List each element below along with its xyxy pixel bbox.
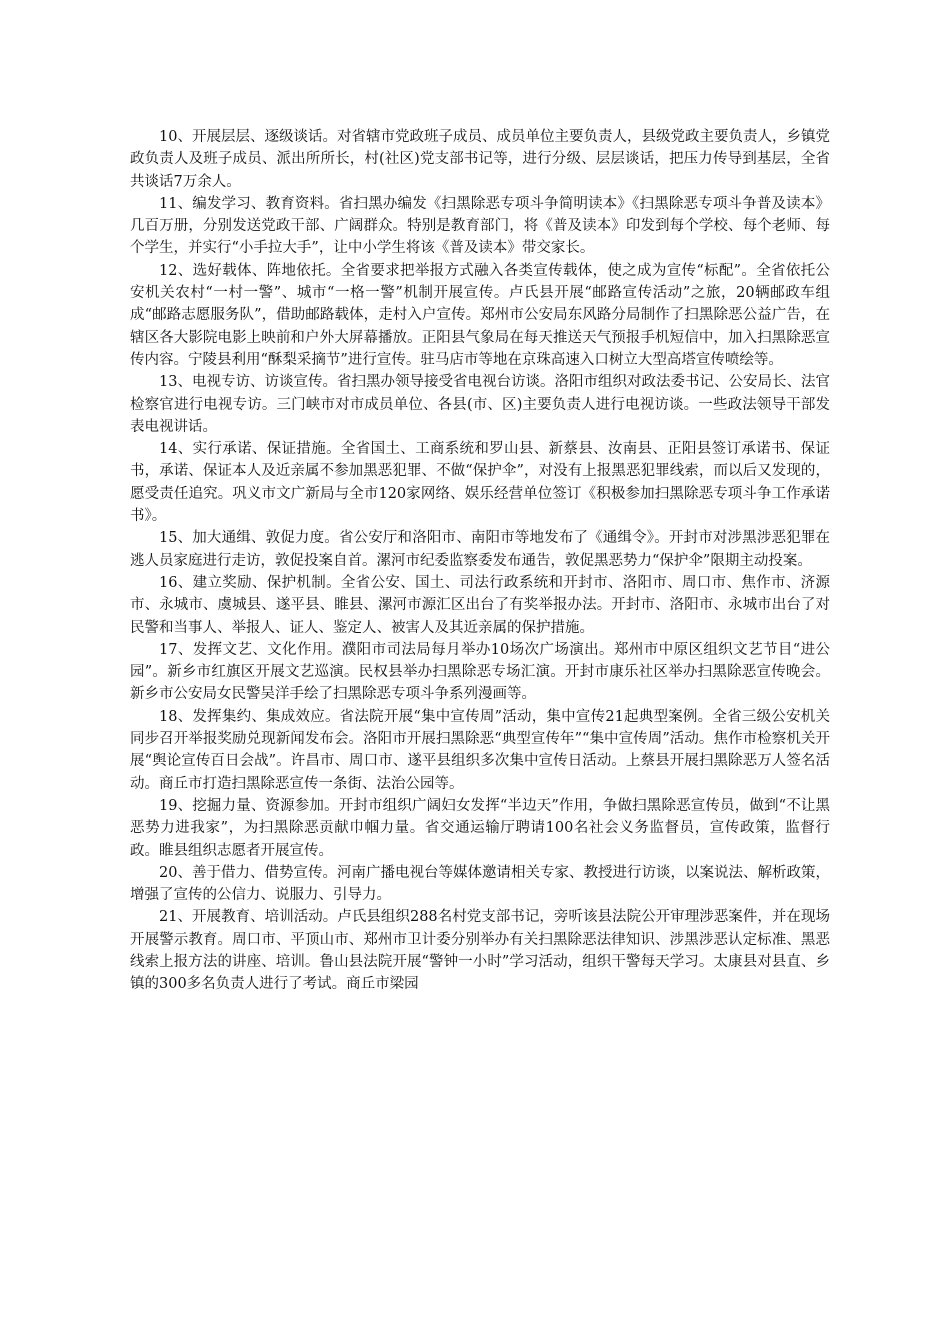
paragraph-14: 14、实行承诺、保证措施。全省国土、工商系统和罗山县、新蔡县、汝南县、正阳县签订承诺书、保证书，承诺、保证本人及近亲属不参加黑恶犯罪、不做“保护伞”，对没有上报黑恶犯罪线索，而以后又发现的，愿受责任追究。巩义市文广新局与全市120家网络、娱乐经营单位签订《积极参加扫黑除恶专项斗争工作承诺书》。 bbox=[130, 441, 830, 525]
paragraph-15: 15、加大通缉、敦促力度。省公安厅和洛阳市、南阳市等地发布了《通缉令》。开封市对涉黑涉恶犯罪在逃人员家庭进行走访，敦促投案自首。漯河市纪委监察委发布通告，敦促黑恶势力“保护伞”限期主动投案。 bbox=[130, 530, 830, 569]
paragraph-20: 20、善于借力、借势宣传。河南广播电视台等媒体邀请相关专家、教授进行访谈，以案说法、解析政策，增强了宣传的公信力、说服力、引导力。 bbox=[130, 864, 830, 904]
paragraph-17: 17、发挥文艺、文化作用。濮阳市司法局每月举办10场次广场演出。郑州市中原区组织文艺节目“进公园”。新乡市红旗区开展文艺巡演。民权县举办扫黑除恶专场汇演。开封市康乐社区举办扫黑除恶宣传晚会。新乡市公安局女民警吴洋手绘了扫黑除恶专项斗争系列漫画等。 bbox=[130, 641, 830, 703]
paragraph-13: 13、电视专访、访谈宣传。省扫黑办领导接受省电视台访谈。洛阳市组织对政法委书记、公安局长、法官检察官进行电视专访。三门峡市对市成员单位、各县(市、区)主要负责人进行电视访谈。一些政法领导干部发表电视讲话。 bbox=[130, 374, 830, 435]
paragraph-18: 18、发挥集约、集成效应。省法院开展“集中宣传周”活动，集中宣传21起典型案例。全省三级公安机关同步召开举报奖励兑现新闻发布会。洛阳市开展扫黑除恶“典型宣传年”“集中宣传周”活动。焦作市检察机关开展“舆论宣传百日会战”。许昌市、周口市、遂平县组织多次集中宣传日活动。上蔡县开展扫黑除恶万人签名活动。商丘市打造扫黑除恶宣传一条街、法治公园等。 bbox=[130, 708, 830, 792]
paragraph-10: 10、开展层层、逐级谈话。对省辖市党政班子成员、成员单位主要负责人，县级党政主要负责人，乡镇党政负责人及班子成员、派出所所长，村(社区)党支部书记等，进行分级、层层谈话，把压力传导到基层，全省共谈话7万余人。 bbox=[130, 129, 830, 190]
paragraph-12: 12、选好载体、阵地依托。全省要求把举报方式融入各类宣传载体，使之成为宣传“标配”。全省依托公安机关农村“一村一警”、城市“一格一警”机制开展宣传。卢氏县开展“邮路宣传活动”之旅，20辆邮政车组成“邮路志愿服务队”，借助邮路载体，走村入户宣传。郑州市公安局东风路分局制作了扫黑除恶公益广告，在辖区各大影院电影上映前和户外大屏幕播放。正阳县气象局在每天推送天气预报手机短信中，加入扫黑除恶宣传内容。宁陵县利用“酥梨采摘节”进行宣传。驻马店市等地在京珠高速入口树立大型高塔宣传喷绘等。 bbox=[130, 262, 830, 368]
paragraph-16: 16、建立奖励、保护机制。全省公安、国土、司法行政系统和开封市、洛阳市、周口市、焦作市、济源市、永城市、虞城县、遂平县、睢县、漯河市源汇区出台了有奖举报办法。开封市、洛阳市、永城市出台了对民警和当事人、举报人、证人、鉴定人、被害人及其近亲属的保护措施。 bbox=[130, 574, 830, 636]
document-page bbox=[130, 126, 830, 996]
paragraph-21: 21、开展教育、培训活动。卢氏县组织288名村党支部书记，旁听该县法院公开审理涉恶案件，并在现场开展警示教育。周口市、平顶山市、郑州市卫计委分别举办有关扫黑除恶法律知识、涉黑涉恶认定标准、黑恶线索上报方法的讲座、培训。鲁山县法院开展“警钟一小时”学习活动，组织干警每天学习。太康县对县直、乡镇的300多名负责人进行了考试。商丘市梁园 bbox=[130, 909, 830, 993]
paragraph-11: 11、编发学习、教育资料。省扫黑办编发《扫黑除恶专项斗争简明读本》《扫黑除恶专项斗争普及读本》几百万册，分别发送党政干部、广阔群众。特别是教育部门，将《普及读本》印发到每个学校、每个老师、每个学生，并实行“小手拉大手”，让中小学生将该《普及读本》带交家长。 bbox=[130, 195, 830, 257]
paragraph-19: 19、挖掘力量、资源参加。开封市组织广阔妇女发挥“半边天”作用，争做扫黑除恶宣传员，做到“不让黑恶势力进我家”，为扫黑除恶贡献巾帼力量。省交通运输厅聘请100名社会义务监督员，宣传政策，监督行政。睢县组织志愿者开展宣传。 bbox=[130, 797, 830, 859]
